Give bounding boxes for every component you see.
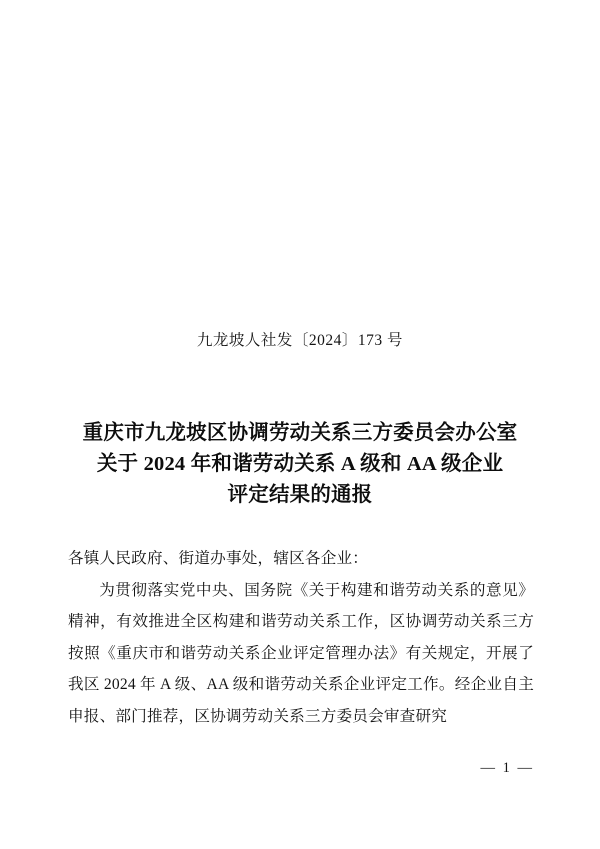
- document-title: [68, 418, 532, 511]
- title-line-2: 关于 2024 年和谐劳动关系 A 级和 AA 级企业: [96, 453, 504, 475]
- document-body: [68, 543, 534, 732]
- document-number: 九龙坡人社发〔2024〕173 号: [196, 332, 404, 349]
- body-paragraph: 为贯彻落实党中央、国务院《关于构建和谐劳动关系的意见》精神，有效推进全区构建和谐劳动关系工作，区协调劳动关系三方按照《重庆市和谐劳动关系企业评定管理办法》有关规定，开展了我区 2024 年 A 级、AA 级和谐劳动关系企业评定工作。经企业自主申报、部门推荐，区协调劳动关系三方委员会审查研究: [68, 581, 534, 725]
- title-line-3: 评定结果的通报: [227, 484, 373, 506]
- page-number: — 1 —: [480, 760, 534, 776]
- salutation: 各镇人民政府、街道办事处，辖区各企业：: [68, 550, 369, 567]
- title-line-1: 重庆市九龙坡区协调劳动关系三方委员会办公室: [82, 422, 518, 444]
